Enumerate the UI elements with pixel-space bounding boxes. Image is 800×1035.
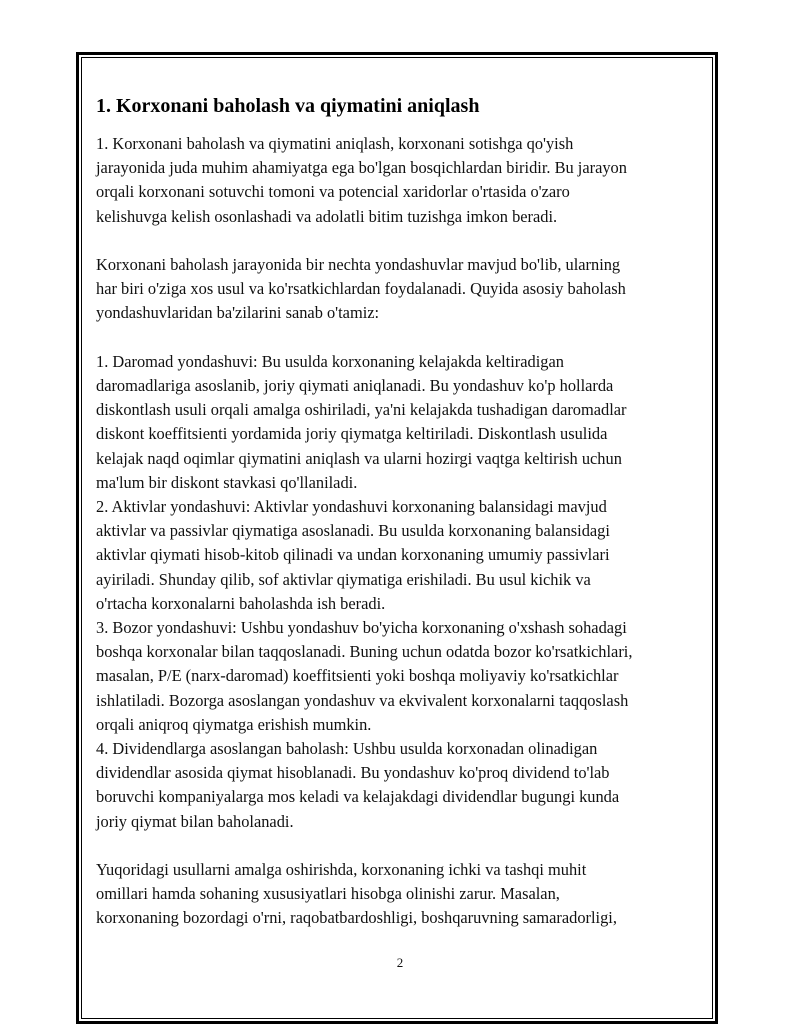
paragraph-approaches-list: 1. Daromad yondashuvi: Bu usulda korxonaning kelajakda keltiradigan daromadlariga asoslanib, joriy qiymati aniqlanadi. Bu yondashuv ko'p hollarda diskontlash usuli orqali amalga oshiriladi, ya'ni kelajakda tushadigan daromadlar diskont koeffitsienti yordamida joriy qiymatga keltiriladi. Diskontlash usulida kelajak naqd oqimlar qiymatini aniqlash va ularni hozirgi vaqtga keltirish uchun ma'lum bir diskont stavkasi qo'llaniladi. 2. Aktivlar yondashuvi: Aktivlar yondashuvi korxonaning balansidagi mavjud aktivlar va passivlar qiymatiga asoslanadi. Bu usulda korxonaning balansidagi aktivlar qiymati hisob-kitob qilinadi va undan korxonaning umumiy passivlari ayiriladi. Shunday qilib, sof aktivlar qiymatiga erishiladi. Bu usul kichik va o'rtacha korxonalarni baholashda ish beradi. 3. Bozor yondashuvi: Ushbu yondashuv bo'yicha korxonaning o'xshash sohadagi boshqa korxonalar bilan taqqoslanadi. Buning uchun odatda bozor ko'rsatkichlari, masalan, P/E (narx-daromad) koeffitsienti yoki boshqa moliyaviy ko'rsatkichlar ishlatiladi. Bozorga asoslangan yondashuv va ekvivalent korxonalarni taqqoslash orqali aniqroq qiymatga erishish mumkin. 4. Dividendlarga asoslangan baholash: Ushbu usulda korxonadan olinadigan dividendlar asosida qiymat hisoblanadi. Bu yondashuv ko'proq dividend to'lab boruvchi kompaniyalarga mos keladi va kelajakdagi dividendlar bugungi kunda joriy qiymat bilan baholanadi. [96, 351, 633, 831]
paragraph-gap [96, 834, 702, 858]
section-heading: 1. Korxonani baholash va qiymatini aniqlash [96, 95, 480, 117]
paragraph-intro: 1. Korxonani baholash va qiymatini aniqlash, korxonani sotishga qo'yish jarayonida juda muhim ahamiyatga ega bo'lgan bosqichlardan biridir. Bu jarayon orqali korxonani sotuvchi tomoni va potencial xaridorlar o'rtasida o'zaro kelishuvga kelish osonlashadi va adolatli bitim tuzishga imkon beradi. [96, 134, 627, 226]
paragraph-conclusion: Yuqoridagi usullarni amalga oshirishda, korxonaning ichki va tashqi muhit omillari hamda sohaning xususiyatlari hisobga olinishi zarur. Masalan, korxonaning bozordagi o'rni, raqobatbardoshligi, boshqaruvning samaradorligi, [96, 860, 617, 928]
paragraph-approaches-intro: Korxonani baholash jarayonida bir nechta yondashuvlar mavjud bo'lib, ularning har biri o'ziga xos usul va ko'rsatkichlardan foydalanadi. Quyida asosiy baholash yondashuvlaridan ba'zilarini sanab o'tamiz: [96, 255, 626, 323]
page-content [96, 93, 702, 931]
page-number: 2 [396, 955, 404, 970]
paragraph-gap [96, 326, 702, 350]
paragraph-gap [96, 229, 702, 253]
